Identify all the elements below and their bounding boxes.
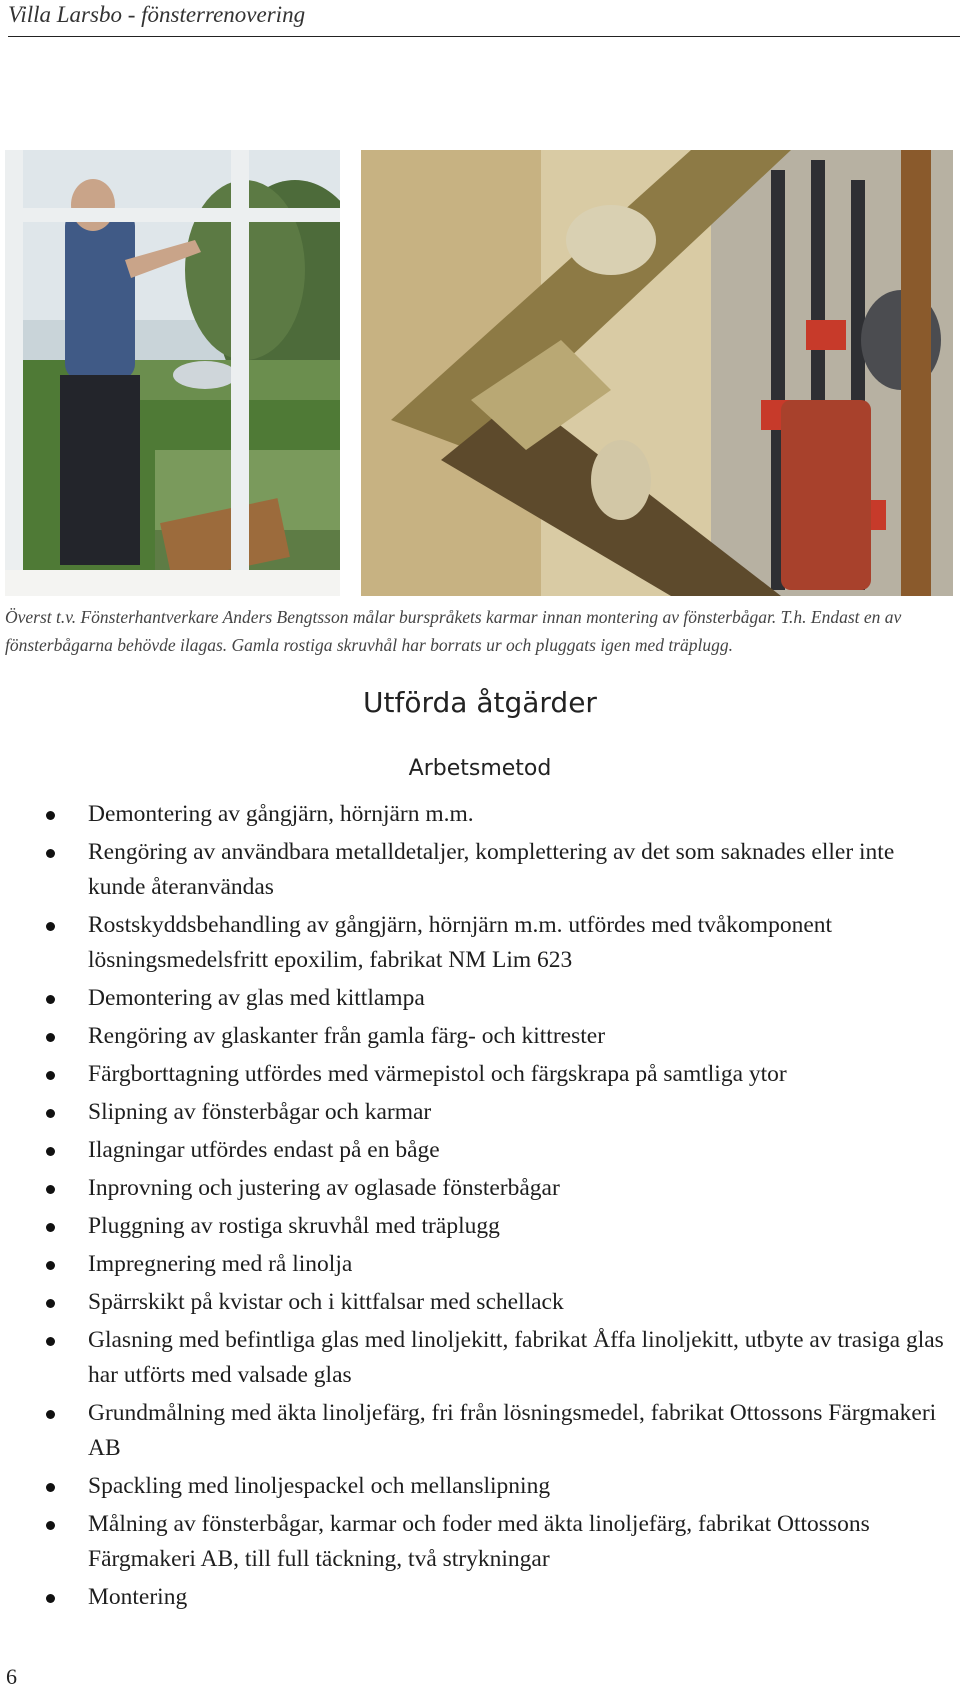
bullet-icon	[46, 1410, 55, 1419]
list-item	[0, 1396, 960, 1466]
list-item-text: Ilagningar utfördes endast på en båge	[88, 1137, 440, 1163]
list-item	[0, 1209, 960, 1244]
list-item	[0, 1580, 960, 1615]
list-item	[0, 1095, 960, 1130]
list-item-text: Rengöring av användbara metalldetaljer, komplettering av det som saknades eller inte kunde återanvändas	[88, 839, 895, 900]
bullet-icon	[46, 849, 55, 858]
list-item	[0, 1507, 960, 1577]
bullet-icon	[46, 995, 55, 1004]
photo-caption: Överst t.v. Fönsterhantverkare Anders Bengtsson målar burspråkets karmar innan montering av fönsterbågar. T.h. Endast en av fönsterbågarna behövde ilagas. Gamla rostiga skruvhål har borrats ur och pluggats igen med träplugg.	[5, 607, 902, 655]
list-item	[0, 1469, 960, 1504]
list-item-text: Glasning med befintliga glas med linoljekitt, fabrikat Åffa linoljekitt, utbyte av trasiga glas har utförts med valsade glas	[88, 1327, 944, 1388]
bullet-icon	[46, 1033, 55, 1042]
bullet-icon	[46, 1071, 55, 1080]
list-item-text: Demontering av gångjärn, hörnjärn m.m.	[88, 801, 474, 827]
sub-title: Arbetsmetod	[408, 756, 552, 781]
list-item	[0, 1057, 960, 1092]
bullet-icon	[46, 1594, 55, 1603]
list-item	[0, 1171, 960, 1206]
list-item	[0, 1247, 960, 1282]
list-item-text: Grundmålning med äkta linoljefärg, fri från lösningsmedel, fabrikat Ottossons Färgmakeri AB	[88, 1400, 937, 1461]
bullet-icon	[46, 1147, 55, 1156]
list-item	[0, 1133, 960, 1168]
list-item-text: Montering	[88, 1584, 188, 1610]
list-item	[0, 835, 960, 905]
document-title: Villa Larsbo - fönsterrenovering	[8, 2, 306, 27]
list-item	[0, 1323, 960, 1393]
bullet-icon	[46, 1299, 55, 1308]
bullet-icon	[46, 1109, 55, 1118]
list-item	[0, 1019, 960, 1054]
bullet-icon	[46, 1521, 55, 1530]
list-item	[0, 797, 960, 832]
list-item-text: Färgborttagning utfördes med värmepistol och färgskrapa på samtliga ytor	[88, 1061, 787, 1087]
list-item-text: Rengöring av glaskanter från gamla färg- och kittrester	[88, 1023, 606, 1049]
list-item	[0, 981, 960, 1016]
task-list	[0, 797, 960, 1618]
list-item-text: Spärrskikt på kvistar och i kittfalsar med schellack	[88, 1289, 564, 1315]
list-item-text: Demontering av glas med kittlampa	[88, 985, 425, 1011]
page-number: 6	[6, 1664, 17, 1689]
bullet-icon	[46, 1483, 55, 1492]
section-title: Utförda åtgärder	[363, 686, 597, 719]
list-item-text: Pluggning av rostiga skruvhål med träplugg	[88, 1213, 500, 1239]
bullet-icon	[46, 1185, 55, 1194]
bullet-icon	[46, 1223, 55, 1232]
list-item	[0, 1285, 960, 1320]
list-item-text: Impregnering med rå linolja	[88, 1251, 353, 1277]
list-item-text: Slipning av fönsterbågar och karmar	[88, 1099, 432, 1125]
bullet-icon	[46, 811, 55, 820]
bullet-icon	[46, 922, 55, 931]
bullet-icon	[46, 1261, 55, 1270]
list-item-text: Rostskyddsbehandling av gångjärn, hörnjärn m.m. utfördes med tvåkomponent lösningsmedelsfritt epoxilim, fabrikat NM Lim 623	[88, 912, 833, 973]
list-item-text: Inprovning och justering av oglasade fönsterbågar	[88, 1175, 560, 1201]
bullet-icon	[46, 1337, 55, 1346]
page-header	[8, 0, 960, 37]
list-item-text: Målning av fönsterbågar, karmar och foder med äkta linoljefärg, fabrikat Ottossons Färgmakeri AB, till full täckning, två strykningar	[88, 1511, 870, 1572]
craftsman-painting-photo	[5, 150, 340, 596]
list-item	[0, 908, 960, 978]
list-item-text: Spackling med linoljespackel och mellanslipning	[88, 1473, 551, 1499]
window-sash-repair-photo	[361, 150, 953, 596]
